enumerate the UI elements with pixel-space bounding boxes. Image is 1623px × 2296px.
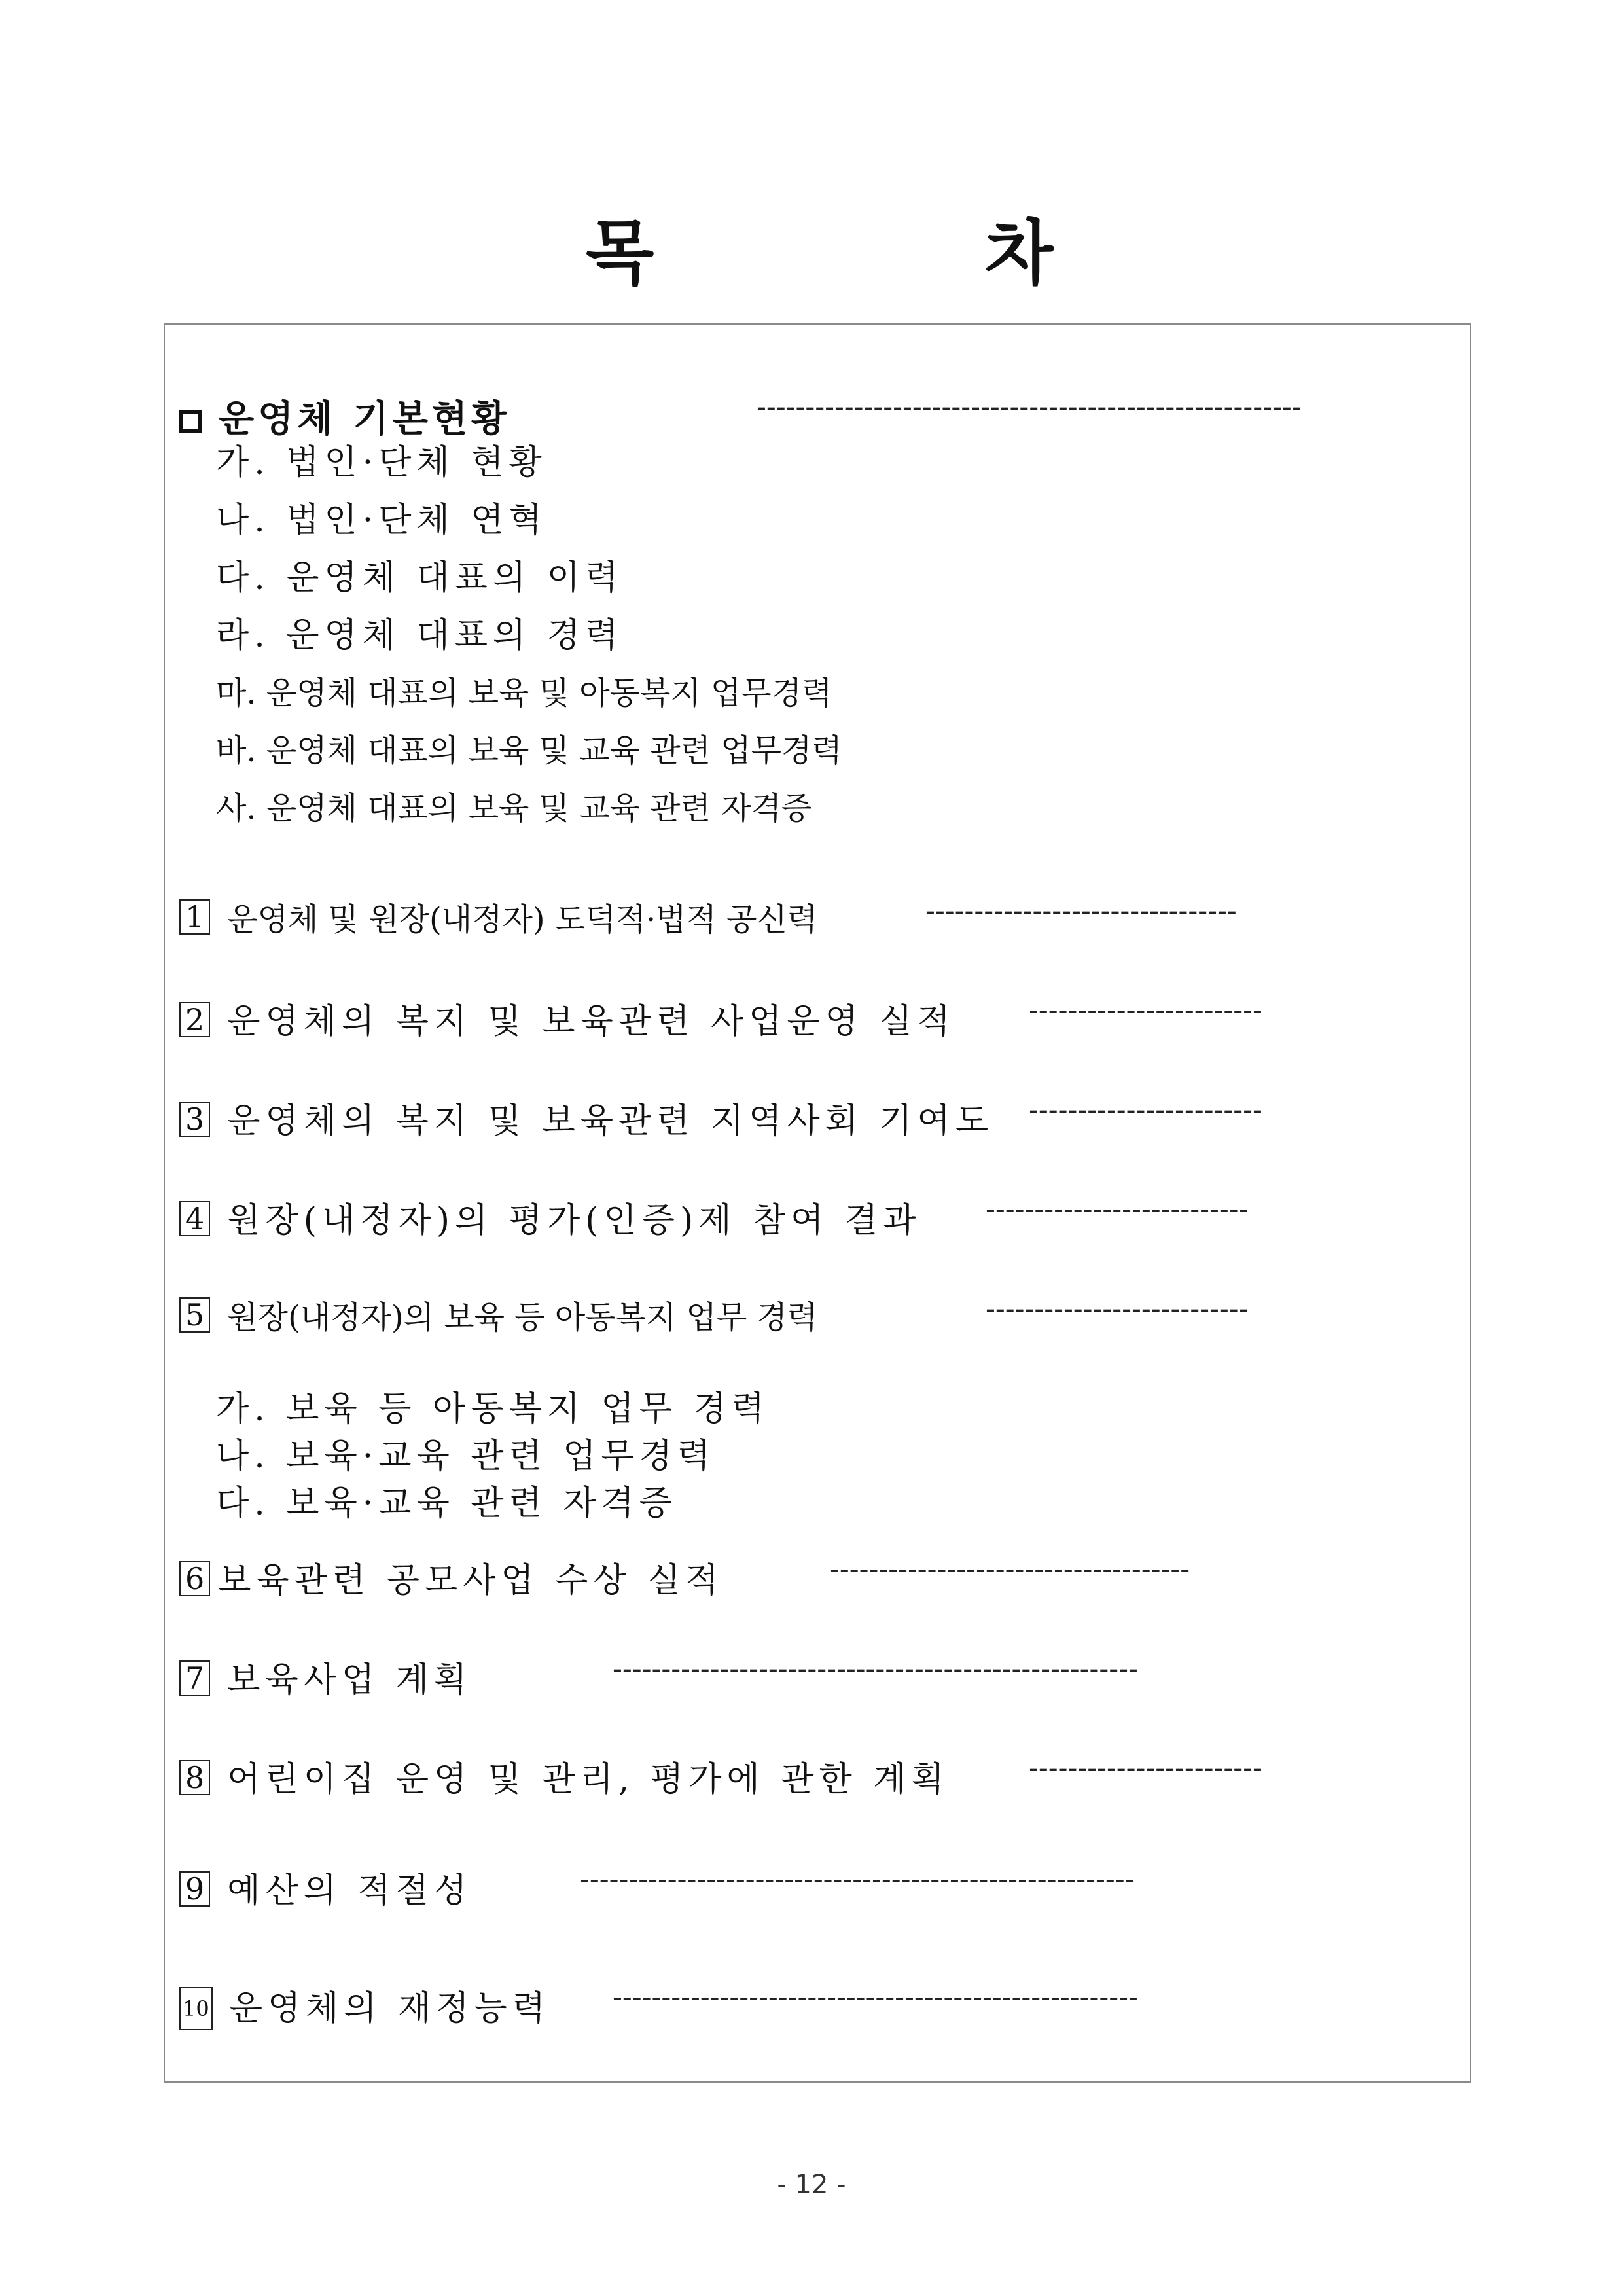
page-number: - 12 -	[777, 2170, 846, 2200]
toc-leader: ---------------------------------------------------------	[580, 1863, 1135, 1896]
title-char-2: 차	[985, 213, 1054, 295]
toc-section-3	[179, 1093, 1462, 1145]
title-char-1: 목	[586, 213, 654, 295]
toc-section-9	[179, 1863, 1462, 1915]
section-label: 보육관련 공모사업 수상 실적	[218, 1561, 724, 1600]
section-number-box: 6	[179, 1561, 210, 1596]
toc-leader: ---------------------------	[986, 1292, 1249, 1325]
toc-sub-item: 마. 운영체 대표의 보육 및 아동복지 업무경력	[216, 675, 832, 711]
toc-section-8	[179, 1751, 1462, 1804]
toc-sub-item: 바. 운영체 대표의 보육 및 교육 관련 업무경력	[216, 732, 842, 769]
main-heading-label: 운영체 기본현황	[219, 397, 511, 440]
toc-leader: ------------------------	[1029, 994, 1262, 1027]
section-label: 예산의 적절성	[227, 1871, 473, 1910]
toc-leader: ------------------------	[1029, 1093, 1262, 1126]
toc-sub-item: 다. 보육·교육 관련 자격증	[216, 1484, 677, 1523]
toc-leader: --------------------------------	[925, 894, 1237, 927]
toc-leader: --------------------------------------------------------	[757, 390, 1302, 423]
toc-leader: -------------------------------------	[830, 1552, 1190, 1586]
section-number-box: 4	[179, 1201, 210, 1236]
toc-leader: ------------------------------------------------------	[613, 1981, 1138, 2014]
section-label: 운영체의 복지 및 보육관련 지역사회 기여도	[227, 1102, 994, 1141]
section-label: 운영체의 재정능력	[229, 1989, 551, 2028]
toc-leader: ------------------------------------------------------	[613, 1652, 1138, 1685]
section-label: 원장(내정자)의 평가(인증)제 참여 결과	[227, 1201, 921, 1240]
toc-box	[164, 323, 1471, 2083]
toc-sub-item: 가. 법인·단체 현황	[216, 443, 547, 482]
section-number-box: 7	[179, 1660, 210, 1696]
toc-section-2	[179, 994, 1462, 1046]
section-number-box: 3	[179, 1102, 210, 1137]
section-label: 보육사업 계획	[227, 1660, 473, 1700]
section-label: 운영체의 복지 및 보육관련 사업운영 실적	[227, 1002, 955, 1041]
section-label: 운영체 및 원장(내정자) 도덕적·법적 공신력	[227, 901, 818, 938]
toc-sub-item: 가. 보육 등 아동복지 업무 경력	[216, 1390, 770, 1429]
toc-section-4	[179, 1193, 1462, 1245]
toc-leader: ---------------------------	[986, 1193, 1249, 1226]
section-number-box: 2	[179, 1002, 210, 1037]
section-number-box: 1	[179, 899, 210, 935]
section-number-box: 8	[179, 1760, 210, 1795]
section-number-box: 10	[179, 1987, 213, 2030]
section-label: 원장(내정자)의 보육 등 아동복지 업무 경력	[227, 1299, 818, 1336]
toc-sub-item: 다. 운영체 대표의 이력	[216, 558, 624, 598]
section-number-box: 9	[179, 1871, 210, 1907]
toc-section-5	[179, 1292, 1462, 1344]
page-title	[0, 196, 1623, 295]
section-number-box: 5	[179, 1297, 210, 1333]
toc-sub-item: 나. 보육·교육 관련 업무경력	[216, 1437, 716, 1476]
toc-section-10	[179, 1981, 1462, 2033]
toc-section-6	[179, 1552, 1462, 1605]
toc-sub-item: 사. 운영체 대표의 보육 및 교육 관련 자격증	[216, 790, 812, 827]
section-label: 어린이집 운영 및 관리, 평가에 관한 계획	[227, 1760, 950, 1799]
toc-leader: ------------------------	[1029, 1751, 1262, 1785]
toc-sub-item: 나. 법인·단체 연혁	[216, 501, 547, 540]
toc-section-1	[179, 894, 1462, 946]
toc-sub-item: 라. 운영체 대표의 경력	[216, 616, 624, 655]
toc-section-7	[179, 1652, 1462, 1704]
checkbox-square-icon	[179, 410, 202, 433]
